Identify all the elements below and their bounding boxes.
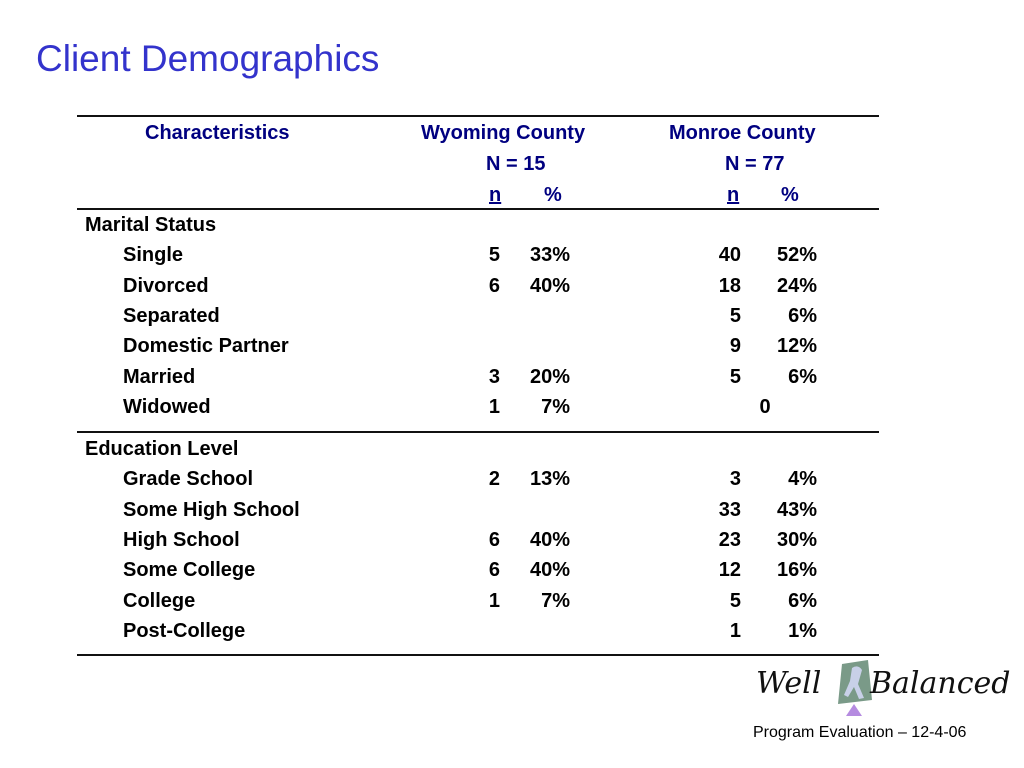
monroe-pct: 43% bbox=[776, 498, 817, 521]
logo-text-right: Balanced bbox=[870, 666, 1011, 701]
wyoming-n: 1 bbox=[488, 395, 500, 418]
monroe-n: 5 bbox=[729, 365, 741, 388]
wyoming-pct: 20% bbox=[529, 365, 570, 388]
wyoming-n: 3 bbox=[488, 365, 500, 388]
header-rule bbox=[77, 208, 879, 210]
table-row bbox=[0, 335, 1024, 365]
slide-title: Client Demographics bbox=[36, 38, 380, 79]
row-label: Some High School bbox=[123, 498, 300, 521]
row-label: Separated bbox=[123, 304, 220, 327]
monroe-pct: 16% bbox=[776, 559, 817, 582]
footer-text: Program Evaluation – 12-4-06 bbox=[753, 724, 967, 741]
monroe-pct: 30% bbox=[776, 529, 817, 551]
monroe-n: 18 bbox=[718, 274, 741, 297]
figure-logo-icon bbox=[834, 660, 874, 720]
wyoming-pct: 33% bbox=[529, 244, 570, 267]
monroe-pct: 6% bbox=[788, 589, 817, 612]
table-row bbox=[0, 590, 1024, 620]
table-bottom-rule bbox=[77, 654, 879, 656]
header-wyoming: Wyoming County bbox=[421, 122, 586, 144]
row-label: High School bbox=[123, 529, 240, 551]
wyoming-pct: 40% bbox=[529, 274, 570, 297]
table-row bbox=[0, 529, 1024, 559]
wyoming-pct: 40% bbox=[529, 529, 570, 551]
row-label: Single bbox=[123, 244, 184, 267]
well-balanced-logo bbox=[756, 660, 1011, 720]
wyoming-pct: 13% bbox=[529, 468, 570, 491]
logo-text-left: Well bbox=[756, 666, 822, 701]
monroe-pct: 52% bbox=[776, 244, 817, 267]
table-row bbox=[0, 366, 1024, 396]
header-monroe-n-col: n bbox=[727, 184, 740, 206]
row-label: Post-College bbox=[123, 619, 246, 642]
monroe-pct: 6% bbox=[788, 304, 817, 327]
category-row bbox=[0, 438, 1024, 468]
monroe-pct: 12% bbox=[776, 335, 817, 358]
table-row bbox=[0, 275, 1024, 305]
wyoming-n: 6 bbox=[488, 529, 500, 551]
header-wyoming-pct-col: % bbox=[544, 184, 562, 206]
monroe-pct: 4% bbox=[788, 468, 817, 491]
table-row bbox=[0, 620, 1024, 650]
table-row bbox=[0, 396, 1024, 426]
monroe-pct: 24% bbox=[776, 274, 817, 297]
monroe-value: 0 bbox=[759, 395, 771, 418]
category-label: Marital Status bbox=[85, 214, 217, 236]
category-row bbox=[0, 214, 1024, 244]
monroe-n: 12 bbox=[718, 559, 741, 582]
wyoming-n: 6 bbox=[488, 274, 500, 297]
wyoming-pct: 40% bbox=[529, 559, 570, 582]
monroe-n: 5 bbox=[729, 589, 741, 612]
monroe-n: 9 bbox=[729, 335, 741, 358]
table-row bbox=[0, 468, 1024, 498]
wyoming-n: 5 bbox=[488, 244, 500, 267]
header-monroe-pct-col: % bbox=[781, 184, 799, 206]
header-wyoming-n-col: n bbox=[489, 184, 502, 206]
table-row bbox=[0, 499, 1024, 529]
row-label: College bbox=[123, 589, 196, 612]
table-row bbox=[0, 244, 1024, 274]
header-wyoming-n: N = 15 bbox=[486, 153, 546, 175]
monroe-pct: 1% bbox=[788, 619, 817, 642]
header-characteristics: Characteristics bbox=[145, 122, 290, 144]
monroe-pct: 6% bbox=[788, 365, 817, 388]
table-row bbox=[0, 305, 1024, 335]
header-monroe-n: N = 77 bbox=[725, 153, 785, 175]
wyoming-pct: 7% bbox=[541, 395, 570, 418]
row-label: Some College bbox=[123, 559, 256, 582]
row-label: Widowed bbox=[123, 395, 211, 418]
table-top-rule bbox=[77, 115, 879, 117]
wyoming-n: 1 bbox=[488, 589, 500, 612]
wyoming-pct: 7% bbox=[541, 589, 570, 612]
row-label: Domestic Partner bbox=[123, 335, 289, 358]
row-label: Divorced bbox=[123, 274, 209, 297]
row-label: Grade School bbox=[123, 468, 254, 491]
monroe-n: 3 bbox=[729, 468, 741, 491]
row-label: Married bbox=[123, 365, 196, 388]
wyoming-n: 6 bbox=[488, 559, 500, 582]
monroe-n: 40 bbox=[718, 244, 741, 267]
monroe-n: 33 bbox=[718, 498, 741, 521]
section-rule bbox=[77, 431, 879, 433]
monroe-n: 5 bbox=[729, 304, 741, 327]
category-label: Education Level bbox=[85, 438, 239, 461]
header-monroe: Monroe County bbox=[669, 122, 816, 144]
monroe-n: 23 bbox=[718, 529, 741, 551]
monroe-n: 1 bbox=[729, 619, 741, 642]
table-row bbox=[0, 559, 1024, 589]
wyoming-n: 2 bbox=[488, 468, 500, 491]
